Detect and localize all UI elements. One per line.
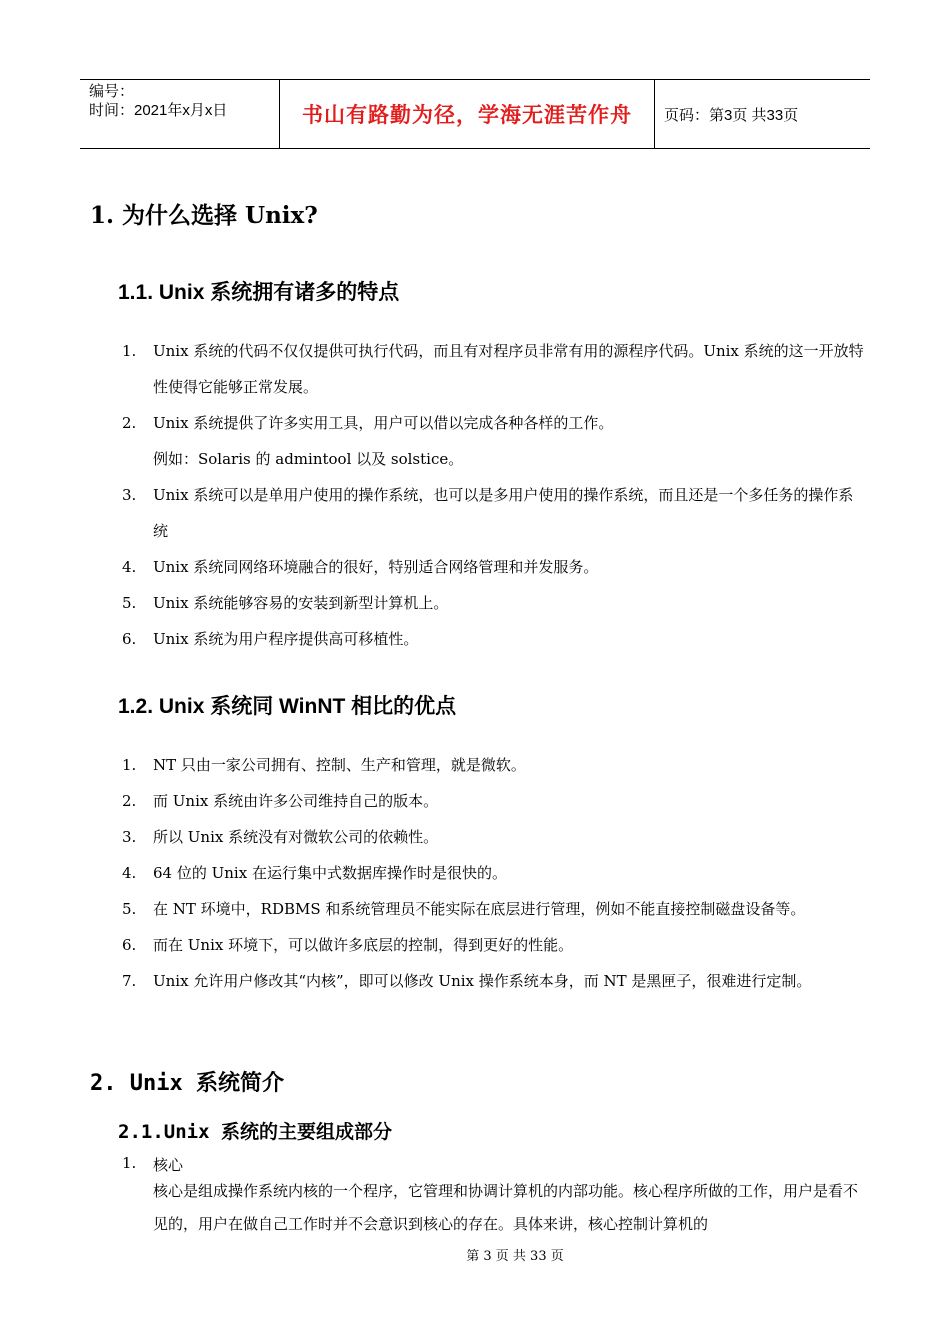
list-item: 4. Unix 系统同网络环境融合的很好，特别适合网络管理和并发服务。 bbox=[122, 558, 599, 576]
list-item: 3. 所以 Unix 系统没有对微软公司的依赖性。 bbox=[122, 828, 439, 846]
list-item: 5. 在 NT 环境中，RDBMS 和系统管理员不能实际在底层进行管理，例如不能直接控制磁盘设备等。 bbox=[122, 900, 806, 918]
list-item: 2. Unix 系统提供了许多实用工具，用户可以借以完成各种各样的工作。 例如：Solaris 的 admintool 以及 solstice。 bbox=[122, 414, 614, 468]
page-header bbox=[80, 79, 870, 149]
list-item: 3. Unix 系统可以是单用户使用的操作系统，也可以是多用户使用的操作系统，而且还是一个多任务的操作系统 bbox=[122, 486, 854, 540]
list-item: 6. 而在 Unix 环境下，可以做许多底层的控制，得到更好的性能。 bbox=[122, 936, 574, 954]
header-motto: 书山有路勤为径，学海无涯苦作舟 bbox=[302, 104, 632, 127]
header-time: 时间：2021年x月x日 bbox=[89, 102, 228, 119]
section-2-1-item bbox=[122, 1154, 184, 1174]
list-item: 5. Unix 系统能够容易的安装到新型计算机上。 bbox=[122, 594, 449, 612]
page-footer: 第 3 页 共 33 页 bbox=[466, 1249, 564, 1264]
item-number: 1. bbox=[122, 1154, 137, 1172]
header-number: 编号： bbox=[89, 83, 135, 100]
section-1-2-title: 1.2. Unix 系统同 WinNT 相比的优点 bbox=[118, 695, 457, 718]
item-label: 核心 bbox=[153, 1156, 184, 1174]
list-item: 7. Unix 允许用户修改其“内核”，即可以修改 Unix 操作系统本身，而 NT 是黑匣子，很难进行定制。 bbox=[122, 972, 812, 990]
header-motto-cell bbox=[280, 80, 655, 148]
header-page: 页码：第3页 共33页 bbox=[664, 106, 799, 124]
list-item: 1. NT 只由一家公司拥有、控制、生产和管理，就是微软。 bbox=[122, 756, 526, 774]
section-1-1-title: 1.1. Unix 系统拥有诸多的特点 bbox=[118, 281, 400, 304]
list-item: 6. Unix 系统为用户程序提供高可移植性。 bbox=[122, 630, 419, 648]
list-item: 4. 64 位的 Unix 在运行集中式数据库操作时是很快的。 bbox=[122, 864, 507, 882]
list-item: 1. Unix 系统的代码不仅仅提供可执行代码，而且有对程序员非常有用的源程序代码。Unix 系统的这一开放特性使得它能够正常发展。 bbox=[122, 342, 864, 396]
list-item: 2. 而 Unix 系统由许多公司维持自己的版本。 bbox=[122, 792, 439, 810]
section-1-title: 1. 为什么选择 Unix? bbox=[90, 202, 318, 229]
section-2-title: 2. Unix 系统简介 bbox=[90, 1071, 284, 1096]
section-2-1-title: 2.1.Unix 系统的主要组成部分 bbox=[118, 1121, 392, 1143]
section-1-2-list bbox=[122, 747, 867, 999]
header-meta bbox=[80, 80, 280, 148]
section-1-1-list bbox=[122, 333, 867, 657]
section-2-1-paragraph: 核心是组成操作系统内核的一个程序，它管理和协调计算机的内部功能。核心程序所做的工作，用户是看不见的，用户在做自己工作时并不会意识到核心的存在。具体来讲，核心控制计算机的 bbox=[153, 1182, 859, 1233]
